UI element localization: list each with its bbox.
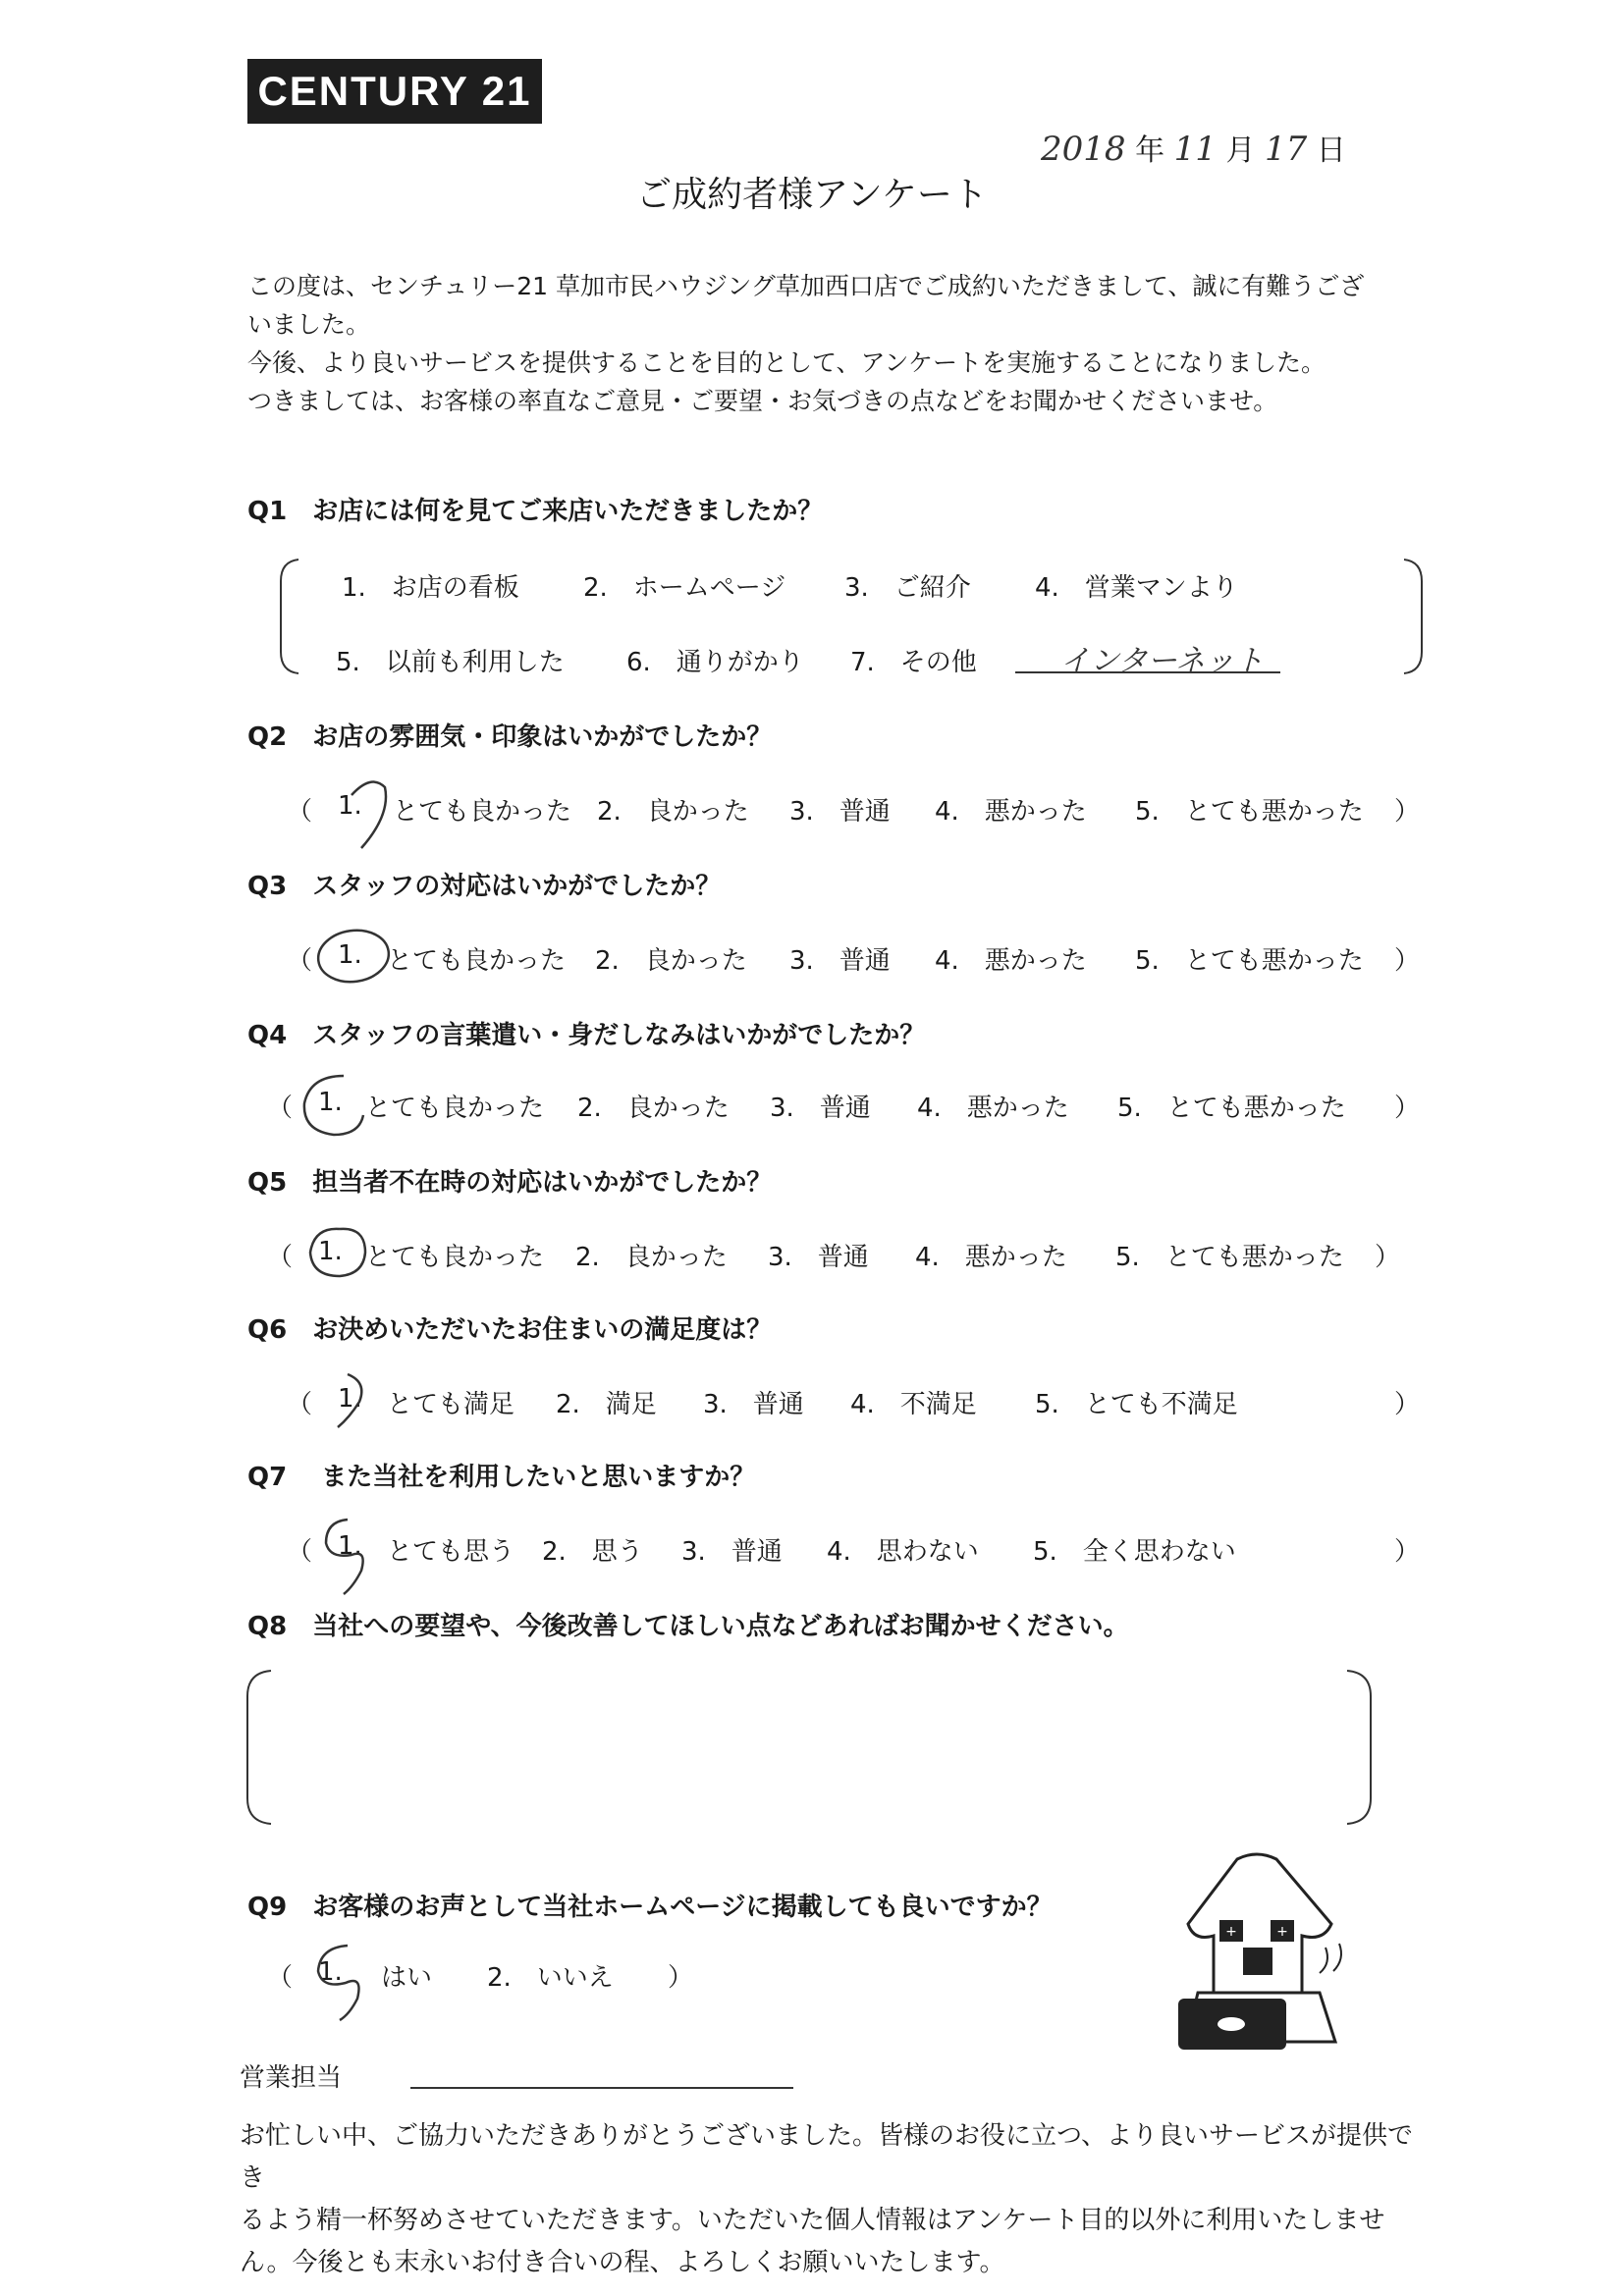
q5-open-paren: （ <box>267 1243 294 1272</box>
q2-close-paren: ） <box>1394 797 1421 827</box>
footer-line: るよう精一杯努めさせていただきます。いただいた個人情報はアンケート目的以外に利用いたしませ <box>240 2206 1385 2235</box>
q7-options <box>0 1531 1624 1571</box>
q1-label: Q1 お店には何を見てご来店いただきましたか？ <box>247 497 824 526</box>
sales-rep-label: 営業担当 <box>240 2063 343 2093</box>
date-day-handwritten: 17 <box>1264 130 1308 169</box>
intro-line: 今後、より良いサービスを提供することを目的として、アンケートを実施することになりました。 <box>247 348 1326 377</box>
intro-line: つきましては、お客様の率直なご意見・ご要望・お気づきの点などをお聞かせくださいませ。 <box>247 387 1278 415</box>
date-year-label: 年 <box>1135 133 1165 168</box>
q9-options <box>0 1957 1624 1997</box>
date-month-label: 月 <box>1225 133 1256 168</box>
q4-close-paren: ） <box>1394 1094 1421 1123</box>
q6-option-3[interactable]: 3. 普通 <box>703 1390 804 1419</box>
q6-check-mark <box>320 1368 379 1437</box>
q9-close-paren: ） <box>668 1963 694 1993</box>
q1-options-row2 <box>0 642 1624 681</box>
q6-option-5[interactable]: 5. とても不満足 <box>1035 1390 1238 1419</box>
q1-option[interactable]: 7. その他 <box>850 648 977 677</box>
q1-option[interactable]: 6. 通りがかり <box>626 648 804 677</box>
q1-option[interactable]: 4. 営業マンより <box>1035 573 1238 603</box>
q7-check-mark <box>314 1510 383 1598</box>
q2-option-3[interactable]: 3. 普通 <box>789 797 891 827</box>
date-day-label: 日 <box>1316 133 1346 168</box>
q3-option-3[interactable]: 3. 普通 <box>789 946 891 976</box>
q6-open-paren: （ <box>287 1390 313 1419</box>
q1-option[interactable]: 1. お店の看板 <box>342 573 519 603</box>
mascot-illustration <box>1159 1845 1365 2061</box>
q4-label: Q4 スタッフの言葉遣い・身だしなみはいかがでしたか？ <box>247 1021 926 1050</box>
intro-text <box>247 267 1386 420</box>
q7-option-2[interactable]: 2. 思う <box>542 1537 643 1567</box>
sales-rep-line[interactable] <box>410 2087 793 2089</box>
q4-option-2[interactable]: 2. 良かった <box>577 1094 730 1123</box>
q5-option-5[interactable]: 5. とても悪かった <box>1115 1243 1344 1272</box>
date-line <box>1041 126 1346 169</box>
q7-option-1[interactable]: とても思う <box>387 1537 515 1567</box>
q7-option-4[interactable]: 4. 思わない <box>827 1537 979 1567</box>
q9-label: Q9 お客様のお声として当社ホームページに掲載しても良いですか？ <box>247 1893 1053 1922</box>
q2-option-1[interactable]: とても良かった <box>393 797 572 827</box>
q5-option-1[interactable]: とても良かった <box>365 1243 545 1272</box>
q8-comment-box[interactable] <box>244 1669 1375 1826</box>
q1-option[interactable]: 3. ご紹介 <box>844 573 971 603</box>
q3-close-paren: ） <box>1394 946 1421 976</box>
svg-text:+: + <box>1276 1924 1288 1940</box>
q1-options-row1 <box>0 567 1624 607</box>
q5-option-4[interactable]: 4. 悪かった <box>915 1243 1067 1272</box>
q7-close-paren: ） <box>1394 1537 1421 1567</box>
q3-option-1[interactable]: とても良かった <box>387 946 567 976</box>
page-title: ご成約者様アンケート <box>636 175 988 215</box>
q9-check-mark <box>306 1936 385 2024</box>
q4-open-paren: （ <box>267 1094 294 1123</box>
date-month-handwritten: 11 <box>1173 130 1217 169</box>
q2-option-4[interactable]: 4. 悪かった <box>935 797 1087 827</box>
q2-option-1-number[interactable]: 1. <box>338 791 362 821</box>
q5-option-1-number[interactable]: 1. <box>318 1237 343 1266</box>
q5-label: Q5 担当者不在時の対応はいかがでしたか？ <box>247 1168 773 1198</box>
q6-option-4[interactable]: 4. 不満足 <box>850 1390 977 1419</box>
q3-open-paren: （ <box>287 946 313 976</box>
century21-logo: CENTURY 21 <box>247 59 542 124</box>
q4-option-1-number[interactable]: 1. <box>318 1088 343 1117</box>
q1-option[interactable]: 2. ホームページ <box>583 573 786 603</box>
q6-option-1[interactable]: とても満足 <box>387 1390 515 1419</box>
q3-check-circle <box>312 923 395 991</box>
q7-label: Q7 また当社を利用したいと思いますか？ <box>247 1463 756 1492</box>
q6-close-paren: ） <box>1394 1390 1421 1419</box>
q3-option-2[interactable]: 2. 良かった <box>595 946 747 976</box>
q2-options <box>0 791 1624 830</box>
q4-option-4[interactable]: 4. 悪かった <box>917 1094 1069 1123</box>
footer-line: お忙しい中、ご協力いただきありがとうございました。皆様のお役に立つ、より良いサービスが提供でき <box>240 2121 1413 2193</box>
q4-option-1[interactable]: とても良かった <box>365 1094 545 1123</box>
q2-check-mark <box>334 766 412 854</box>
q9-open-paren: （ <box>267 1963 294 1993</box>
q2-option-2[interactable]: 2. 良かった <box>597 797 749 827</box>
q5-option-2[interactable]: 2. 良かった <box>575 1243 728 1272</box>
q1-other-underline <box>1015 671 1280 673</box>
q6-options <box>0 1384 1624 1423</box>
q4-option-3[interactable]: 3. 普通 <box>770 1094 871 1123</box>
footer-line: ん。今後とも末永いお付き合いの程、よろしくお願いいたします。 <box>240 2248 1005 2277</box>
date-year-handwritten: 2018 <box>1041 130 1126 169</box>
q2-option-5[interactable]: 5. とても悪かった <box>1135 797 1364 827</box>
q3-option-4[interactable]: 4. 悪かった <box>935 946 1087 976</box>
q9-option-2[interactable]: 2. いいえ <box>487 1963 614 1993</box>
svg-text:+: + <box>1225 1924 1237 1940</box>
q3-options <box>0 940 1624 980</box>
q9-option-1-number[interactable]: 1. <box>318 1957 343 1987</box>
q6-option-2[interactable]: 2. 満足 <box>556 1390 657 1419</box>
q4-options <box>0 1088 1624 1127</box>
q5-close-paren: ） <box>1375 1243 1401 1272</box>
q6-label: Q6 お決めいただいたお住まいの満足度は？ <box>247 1315 773 1345</box>
q5-option-3[interactable]: 3. 普通 <box>768 1243 869 1272</box>
q7-open-paren: （ <box>287 1537 313 1567</box>
q1-option[interactable]: 5. 以前も利用した <box>336 648 565 677</box>
q3-option-5[interactable]: 5. とても悪かった <box>1135 946 1364 976</box>
q9-option-1[interactable]: はい <box>381 1963 433 1993</box>
q4-check-circle <box>295 1066 377 1145</box>
q1-other-handwritten: インターネット <box>1060 644 1265 678</box>
q7-option-1-number[interactable]: 1. <box>338 1531 362 1561</box>
intro-line: いました。 <box>247 310 371 339</box>
intro-line: この度は、センチュリー21 草加市民ハウジング草加西口店でご成約いただきまして、誠に有難うござ <box>247 272 1365 300</box>
q8-label: Q8 当社への要望や、今後改善してほしい点などあればお聞かせください。 <box>247 1612 1129 1641</box>
q6-option-1-number[interactable]: 1. <box>338 1384 362 1414</box>
q7-option-5[interactable]: 5. 全く思わない <box>1033 1537 1236 1567</box>
footer-text <box>240 2115 1418 2284</box>
q3-label: Q3 スタッフの対応はいかがでしたか？ <box>247 872 722 901</box>
q3-option-1-number[interactable]: 1. <box>338 940 362 970</box>
q5-options <box>0 1237 1624 1276</box>
q7-option-3[interactable]: 3. 普通 <box>681 1537 783 1567</box>
q4-option-5[interactable]: 5. とても悪かった <box>1117 1094 1346 1123</box>
q2-open-paren: （ <box>287 797 313 827</box>
q2-label: Q2 お店の雰囲気・印象はいかがでしたか？ <box>247 722 773 752</box>
q5-check-circle <box>300 1213 383 1292</box>
